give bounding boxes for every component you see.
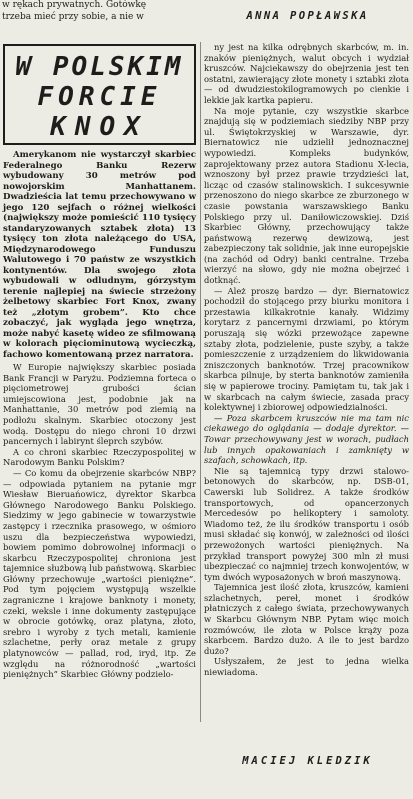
snippet-line: w rękach prywatnych. Gotówkę [2,0,147,10]
body-paragraph: — Co komu da obejrzenie skarbców NBP? — odpowiada pytaniem na pytanie mgr Wiesław Bieruańowicz, dyrektor Skarbca Głównego Narodowego Banku Polskiego. Siedzimy w jego gabinecie w towarzystwie zastępcy i rzecznika prasowego, w ośmioro uszu dla bezpieczeństwa wypowiedzi, bowiem pomimo dobrowolnej informacji o skarbcu Rzeczypospolitej chroniona jest tajemnice służbową lub państwową. Skarbiec Główny przechowuje „wartości pieniężne”. Pod tym pojęciem występują wszelkie zagraniczne i krajowe banknoty i monety, czeki, weksle i inne dokumenty zastępujące w obrocie gotówkę, oraz platyna, złoto, srebro i wyroby z tych metali, kamienie szlachetne, perły oraz metale z grupy platynowców — pallad, rod, iryd, itp. Ze względu na różnorodność „wartości pieniężnych” Skarbiec Główny podzielo- [3,467,196,680]
previous-article-author: ANNA POPŁAWSKA [246,10,369,22]
article-author: MACIEJ KLEDZIK [242,755,373,767]
body-paragraph: Na moje pytanie, czy wszystkie skarbce znajdują się w podziemiach siedziby NBP przy ul. Świętokrzyskiej w Warszawie, dyr. Biernatowicz nie udzielił jednoznacznej wypowiedzi. Kompleks budynków, zaprojektowany przez autora Stadionu X-lecia, wznoszony był przez prawie trzydzieści lat, licząc od czasów stalinowskich. I sukcesywnie przenoszono do niego skarbce ze zburzonego w czasie powstania warszawskiego Banku Polskiego przy ul. Daniłowiczowskiej. Dziś Skarbiec Główny, przechowujący także państwową rezerwę dewizową, jest zabezpieczony tak solidnie, jak inne europejskie (na zachód od Odry) banki centralne. Trzeba wierzyć na słowo, gdy nie można obejrzeć i dotknąć. [204,105,409,286]
body-paragraph: W Europie największy skarbiec posiada Bank Francji w Paryżu. Podziemna forteca o pięciometrowej grubości ścian umiejscowiona jest, podobnie jak na Manhattanie, 30 metrów pod ziemią na podłożu skalnym. Skarbiec otoczony jest wodą. Dostępu do niego chroni 10 drzwi pancernych i labirynt śleprch szybów. [3,362,196,447]
body-paragraph: Tajemnica jest ilość złota, kruszców, kamieni szlachetnych, pereł, monet i środków płatniczych z całego świata, przechowywanych w Skarbcu Głównym NBP. Pytam więc moich rozmówców, ile złota w Polsce krąży poza skarbcem. Bardzo dużo. A ile to jest bardzo dużo? [204,582,409,656]
title-line: KNOX [50,112,149,142]
body-paragraph: ny jest na kilka odrębnych skarbców, m. in. znaków pieniężnych, walut obcych i wydział kruszców. Najciekawszy do obejrzenia jest ten ostatni, zawierający złote monety i sztabki złota — od dwudziestokilogramowych po cienkie i lekkie jak kartka papieru. [204,42,409,105]
lead-paragraph: Amerykanom nie wystarczył skarbiec Federalnego Banku Rezerw wybudowany 30 metrów pod nowojorskim Manhattanem. Dwadzieścia lat temu przechowywano w jego 120 sejfach o różnej wielkości (największy może pomieścić 110 tysięcy standaryzowanych sztabek złota) 13 tysięcy ton złota należącego do USA, Międzynarodowego Funduszu Walutowego i 70 państw ze wszystkich kontynentów. Dla swojego złota wybudowali w odludnym, górzystym terenie najlepiej na świecie strzeżony żelbetowy skarbiec Fort Knox, zwany też „złotym grobem”. Kto chce zobaczyć, jak wygląda jego wnętrza, może nabyć kasetę wideo ze sfilmowaną w kolorach pięciominutową wycieczką, fachowo komentowaną przez narratora. [3,150,196,360]
previous-article-snippet [2,0,197,23]
left-column [3,150,196,680]
body-paragraph: Usłyszałem, że jest to jedna wielka niewiadoma. [204,656,409,678]
column-divider [200,42,201,722]
article-title-box [3,44,196,145]
title-line: W POLSKIM [15,52,184,82]
quote-paragraph: — Poza skarbcem kruszców nie ma tam nic ciekawego do oglądania — dodaje dyrektor. — Towar przechowywany jest w worach, pudłach lub innych opakowaniach i zamknięty w szafach, schowkach, itp. [204,412,409,466]
body-paragraph: A co chroni skarbiec Rzeczypospolitej w Narodowym Banku Polskim? [3,446,196,468]
snippet-line: trzeba mieć przy sobie, a nie w [2,11,144,22]
right-column [204,42,409,678]
body-paragraph: — Ależ proszę bardzo — dyr. Biernatowicz pochodził do stojącego przy biurku monitora i przestawia kilkakrotnie kanały. Widzimy korytarz z pancernymi drzwiami, po którym poruszają się wózki przewożące zapewne sztaby złota, podzielenie, puste szyby, a także pomieszczenie z urządzeniem do likwidowania zniszczonych banknotów. Trzej pracownikow skarbca pilnuje, by sterta banknotów zamieniła się w papierowe trociny. Pamiętam tu, tak jak i w skarbcach na całym świecie, zasada pracy kolektywnej i zbiorowej odpowiedzialności. [204,285,409,413]
body-paragraph: Nie są tajemnicą typy drzwi stalowo-betonowych do skarbców, np. DSB-01, Cawerski lub Solidrez. A także środków transportowych, od opancerzonych Mercedesów po helikoptery i samoloty. Wiadomo też, że ilu środków transportu i osób musi składać się konwój, w zależności od ilości przewożonych wartości pieniężnych. Na przykład transport powyżej 300 mln zł musi ubezpieczać co najmniej trzech konwojentów, w tym dwóch wyposażonych w broń maszynową. [204,465,409,582]
title-line: FORCIE [37,82,162,112]
